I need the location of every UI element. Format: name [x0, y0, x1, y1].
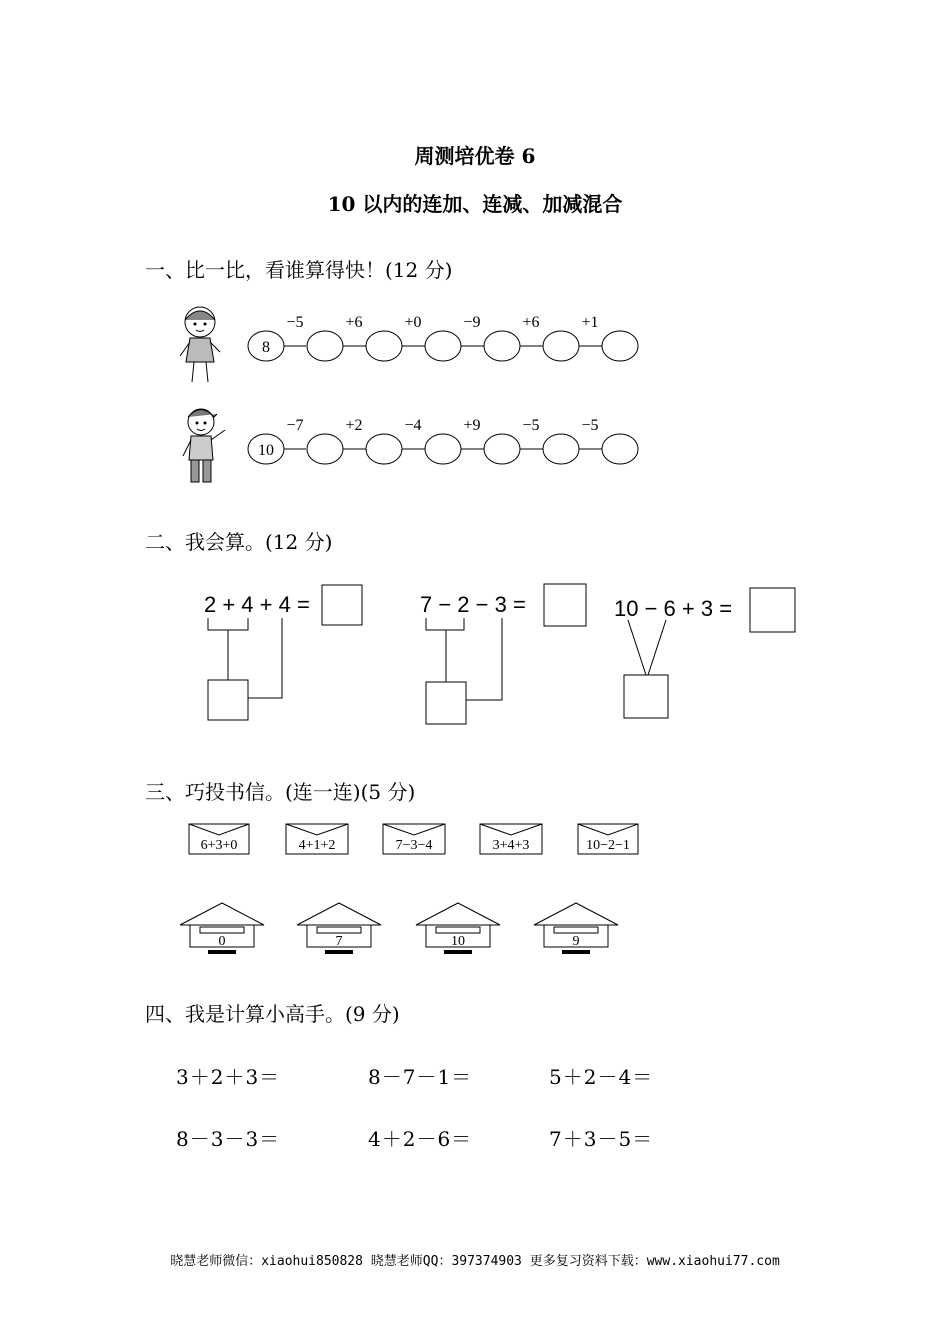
envelope-label: 10−2−1	[586, 838, 630, 853]
page-title: 周测培优卷 6	[414, 144, 536, 168]
expression-1: 2 + 4 + 4 =	[204, 592, 310, 617]
section-4-heading: 四、我是计算小高手。(9 分)	[145, 1002, 400, 1026]
answer-box[interactable]	[624, 675, 668, 718]
envelope[interactable]	[578, 824, 638, 854]
envelope[interactable]	[286, 824, 348, 854]
answer-box[interactable]	[208, 680, 248, 720]
girl-illustration	[172, 300, 228, 388]
section-1-heading: 一、比一比，看谁算得快！(12 分)	[145, 258, 453, 282]
boy-illustration	[175, 402, 231, 490]
answer-circle[interactable]	[307, 331, 343, 361]
chain-1-op: −9	[463, 314, 481, 331]
answer-circle[interactable]	[602, 331, 638, 361]
problem: 8－3－3＝	[176, 1127, 281, 1151]
section-3-heading: 三、巧投书信。(连一连)(5 分)	[145, 780, 416, 804]
envelope-label: 4+1+2	[298, 838, 336, 853]
envelope-label: 6+3+0	[200, 838, 238, 853]
problem: 8－7－1＝	[368, 1065, 473, 1089]
problem: 5＋2－4＝	[549, 1065, 654, 1089]
expression-2: 7 − 2 − 3 =	[420, 592, 526, 617]
mailbox-house[interactable]	[297, 903, 381, 954]
chain-2-op: −5	[581, 417, 599, 434]
chain-1	[240, 310, 650, 370]
answer-circle[interactable]	[543, 434, 579, 464]
mailbox-house[interactable]	[416, 903, 500, 954]
problem: 7＋3－5＝	[549, 1127, 654, 1151]
house-label: 9	[572, 934, 580, 949]
footer-text: 晓慧老师微信：xiaohui850828 晓慧老师QQ：397374903 更多复习资料下载：www.xiaohui77.com	[170, 1254, 780, 1269]
chain-1-op: +0	[404, 314, 422, 331]
chain-2-op: −5	[522, 417, 540, 434]
problem: 4＋2－6＝	[368, 1127, 473, 1151]
answer-circle[interactable]	[366, 434, 402, 464]
calc-diagrams	[190, 580, 810, 730]
chain-1-start: 8	[262, 339, 270, 356]
answer-circle[interactable]	[366, 331, 402, 361]
envelope[interactable]	[383, 824, 445, 854]
mailbox-house[interactable]	[180, 903, 264, 954]
answer-box[interactable]	[322, 585, 362, 625]
page-subtitle: 10 以内的连加、连减、加减混合	[327, 192, 623, 216]
chain-2-op: +2	[345, 417, 363, 434]
envelope[interactable]	[189, 824, 249, 854]
house-label: 0	[218, 934, 226, 949]
chain-1-op: +1	[581, 314, 599, 331]
answer-box[interactable]	[544, 584, 586, 626]
answer-circle[interactable]	[307, 434, 343, 464]
answer-circle[interactable]	[425, 434, 461, 464]
answer-circle[interactable]	[602, 434, 638, 464]
section-2-heading: 二、我会算。(12 分)	[145, 530, 333, 554]
envelope[interactable]	[480, 824, 542, 854]
envelope-label: 3+4+3	[492, 838, 530, 853]
answer-circle[interactable]	[425, 331, 461, 361]
envelopes-and-houses	[180, 815, 650, 965]
expression-3: 10 − 6 + 3 =	[614, 596, 733, 621]
house-label: 7	[335, 934, 343, 949]
house-label: 10	[451, 934, 465, 949]
answer-box[interactable]	[750, 588, 795, 632]
answer-circle[interactable]	[484, 331, 520, 361]
mailbox-house[interactable]	[534, 903, 618, 954]
chain-1-op: −5	[286, 314, 304, 331]
chain-2	[240, 413, 650, 473]
chain-2-start: 10	[258, 442, 274, 459]
envelope-label: 7−3−4	[395, 838, 433, 853]
answer-circle[interactable]	[484, 434, 520, 464]
chain-1-op: +6	[522, 314, 540, 331]
problem: 3＋2＋3＝	[176, 1065, 281, 1089]
chain-2-op: −4	[404, 417, 422, 434]
chain-2-op: +9	[463, 417, 481, 434]
answer-box[interactable]	[426, 682, 466, 724]
chain-1-op: +6	[345, 314, 363, 331]
answer-circle[interactable]	[543, 331, 579, 361]
chain-2-op: −7	[286, 417, 304, 434]
